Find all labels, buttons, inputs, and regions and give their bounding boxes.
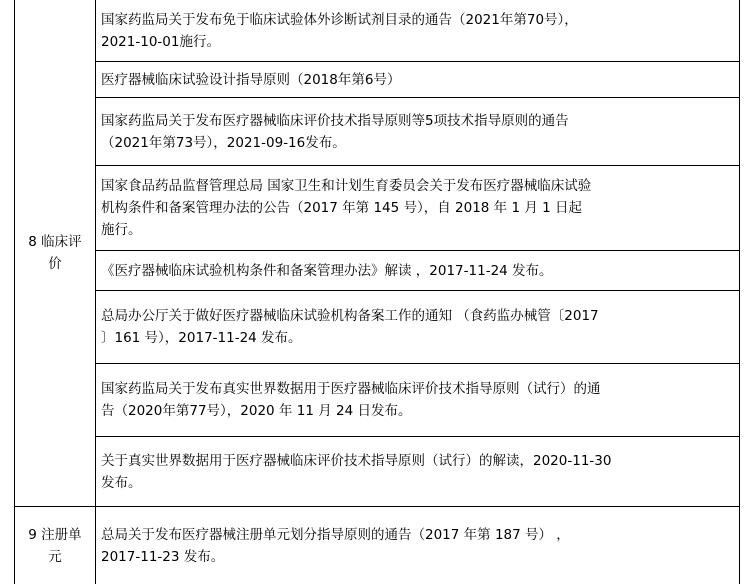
row-text: 国家药监局关于发布医疗器械临床评价技术指导原则等5项技术指导原则的通告 （2021年第73号），2021-09-16发布。 xyxy=(101,112,569,151)
row-text: 关于真实世界数据用于医疗器械临床评价技术指导原则（试行）的解读，2020-11-30 发布。 xyxy=(101,452,612,491)
table-row xyxy=(95,251,740,291)
row-text: 《医疗器械临床试验机构条件和备案管理办法》解读 ，2017-11-24 发布。 xyxy=(101,262,553,279)
category-clinical-evaluation xyxy=(14,0,96,507)
row-text: 总局办公厅关于做好医疗器械临床试验机构备案工作的通知 （食药监办械管〔2017 〕161 号），2017-11-24 发布。 xyxy=(101,308,599,346)
row-text: 医疗器械临床试验设计指导原则（2018年第6号） xyxy=(101,71,401,88)
row-text: 国家食品药品监督管理总局 国家卫生和计划生育委员会关于发布医疗器械临床试验 机构条件和备案管理办法的公告（2017 年第 145 号），自 2018 年 1 月 1 日起 施行。 xyxy=(101,178,592,238)
table-row xyxy=(95,364,740,437)
table-row xyxy=(95,437,740,507)
row-text: 国家药监局关于发布免于临床试验体外诊断试剂目录的通告（2021年第70号）， 2021-10-01施行。 xyxy=(101,11,578,50)
table-row xyxy=(95,507,740,584)
row-text: 国家药监局关于发布真实世界数据用于医疗器械临床评价技术指导原则（试行）的通 告（2020年第77号），2020 年 11 月 24 日发布。 xyxy=(101,381,601,419)
table-row xyxy=(95,291,740,364)
table-row xyxy=(95,166,740,251)
category-registration-unit xyxy=(14,507,96,584)
table-row xyxy=(95,98,740,166)
table-row xyxy=(95,0,740,62)
table-row xyxy=(95,62,740,98)
category-label: 8 临床评 价 xyxy=(28,234,82,272)
row-text: 总局关于发布医疗器械注册单元划分指导原则的通告（2017 年第 187 号） ， 2017-11-23 发布。 xyxy=(101,526,570,565)
category-label: 9 注册单 元 xyxy=(28,526,82,565)
